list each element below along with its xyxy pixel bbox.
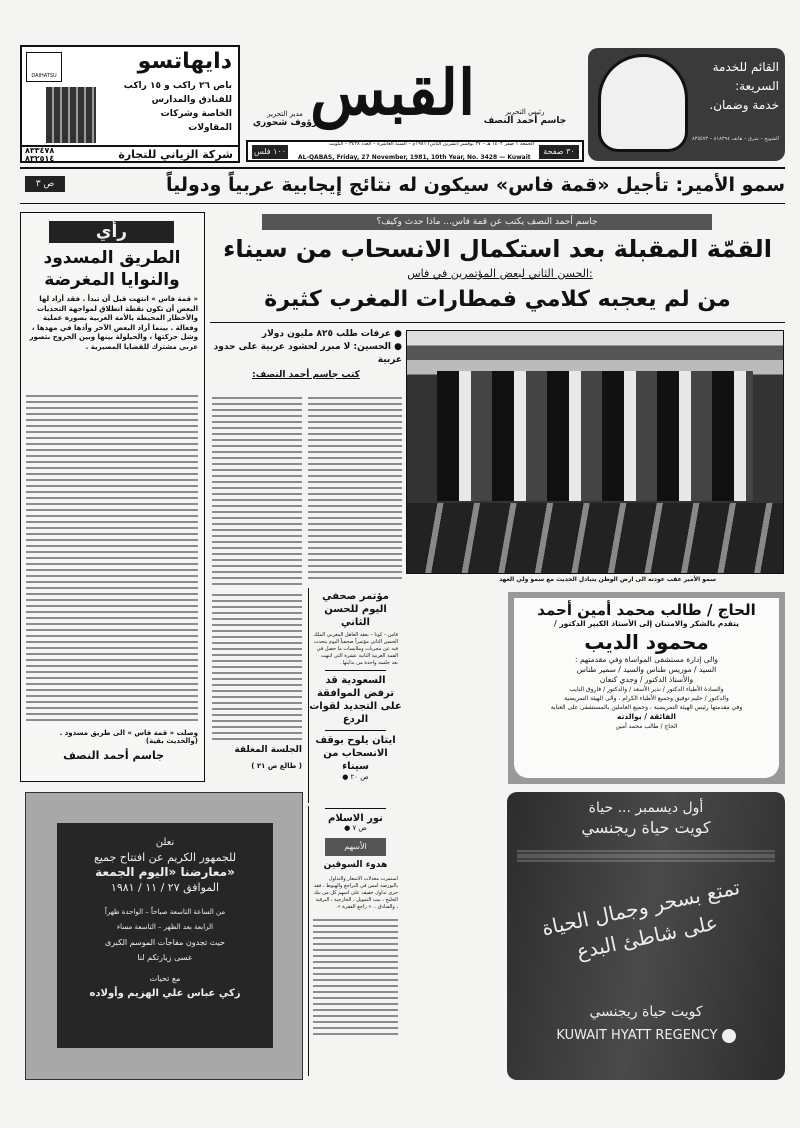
opening-date: الموافق ٢٧ / ١١ / ١٩٨١ [110, 881, 220, 894]
hyatt-ad [507, 792, 785, 1080]
hyatt-slogan: تمتع بسحر وجمال الحياة على شاطئ البدع [539, 874, 742, 964]
subsection-heading: الجلسة المغلقة [234, 745, 302, 755]
lead-text-col-3 [212, 592, 302, 742]
date-line-ar: الجمعة ١ صفر ١٤٠٢ هـ – ٢٧ نوفمبر (تشرين الثاني) ١٩٨١م – السنة العاشرة – العدد ٣٤٢٨ – الكويت [328, 141, 534, 147]
lead-bullets [210, 328, 402, 382]
service-ad [588, 48, 785, 161]
briefs-column [308, 588, 402, 803]
lead-subhead: الحسن الثاني لبعض المؤتمرين في فاس: [407, 267, 593, 280]
date-line-en: AL-QABAS, Friday, 27 November, 1981, 10th Year, No. 3428 — Kuwait [298, 154, 531, 161]
opening-line: عسى زيارتكم لنا [137, 953, 193, 962]
ad-line: خدمة وضمان. [709, 98, 779, 112]
thanks-name: الحاج / طالب محمد أمين أحمد [537, 601, 756, 619]
lead-photo [406, 330, 784, 574]
brief-page-ref: ● ص ٢٠ [342, 773, 369, 781]
editor-in-chief [480, 108, 570, 126]
continued-ref: ( طالع ص ٢١ ) [251, 762, 302, 770]
stocks-body [313, 917, 398, 1037]
bullet-text: عرفات طلب ٨٢٥ مليون دولار [261, 329, 391, 339]
managing-editor [250, 110, 320, 128]
opening-line: للجمهور الكريم عن افتتاح جميع [93, 851, 237, 864]
phones [25, 147, 54, 163]
thanks-line: السيد / موريس طناس والسيد / سمير طناس [576, 665, 717, 674]
daihatsu-lines [124, 79, 232, 135]
lead-headline: القمّة المقبلة بعد استكمال الانسحاب من سيناء [223, 235, 772, 263]
ad-line: باص ٢٦ راكب و ١٥ راكب [123, 81, 232, 91]
opinion-ending: وصلت « قمة فاس » الى طريق مسدود . (والحديث بقية) [59, 729, 198, 745]
bus-image [46, 87, 96, 143]
brief-page-ref: ● ص ٧ [344, 824, 367, 832]
ad-line: السريعة: [735, 79, 779, 93]
thanks-line: والأستاذ الدكتور / وجدي كنعان [599, 675, 694, 684]
brand-text: KUWAIT HYATT REGENCY [556, 1028, 718, 1043]
daihatsu-logo: DAIHATSU [26, 52, 62, 82]
hyatt-small-text [517, 850, 775, 862]
bullet: ● الحسين: لا مبرر لحشود عربية على حدود عربية [213, 342, 402, 365]
thanks-line: يتقدم بالشكر والامتنان إلى الأستاذ الكبير الدكتور / [554, 619, 739, 628]
bullet-text: الحسين: لا مبرر لحشود عربية على حدود عربية [213, 342, 402, 365]
lead-text-col-4 [212, 395, 302, 585]
opinion-body [26, 393, 198, 723]
briefs-column-2 [308, 806, 402, 1076]
hyatt-logo-icon [722, 1029, 736, 1043]
cartoon-icon [598, 54, 688, 152]
opinion-author: جاسم أحمد النصف [63, 749, 164, 762]
byline: كتب جاسم أحمد النصف: [252, 370, 360, 380]
banner-headline: سمو الأمير: تأجيل «قمة فاس» سيكون له نتائج إيجابية عربياً ودولياً [165, 174, 785, 196]
opening-ad [25, 792, 303, 1080]
opening-line: معارضنا «اليوم الجمعة» [95, 865, 235, 879]
phone: ٨٣٣٤٧٨ [25, 146, 55, 155]
daihatsu-ad [20, 45, 240, 163]
thanks-line: والدكتور / حليم توفيق وجميع الأطباء الكرام ، والى الهيئة التمريضية [564, 695, 729, 702]
opinion-title: الطريق المسدود والنوايا المغرضة [43, 248, 181, 290]
hyatt-top: أول ديسمبر ... حياة [588, 800, 704, 816]
pages-badge: ٣٠ صفحة [539, 145, 579, 159]
lead-headline-2: من لم يعجبه كلامي فمطارات المغرب كثيرة [264, 287, 731, 312]
brief-title: نور الاسلام [328, 813, 383, 824]
page-ref: ص ٧ [352, 824, 367, 832]
name: رؤوف شحوري [252, 118, 318, 128]
opening-hours: من الساعة التاسعة صباحاً – الواحدة ظهراً [104, 908, 226, 916]
ad-line: الخاصة وشركات [160, 109, 232, 119]
brief-title: ايتان يلوح بوقف الانسحاب من سيناء [315, 735, 396, 772]
lead-text-columns [308, 395, 402, 583]
thanks-sign: الحاج / طالب محمد أمين [615, 723, 678, 730]
ad-line: المقاولات [188, 123, 232, 133]
price-badge: ١٠٠ فلس [252, 145, 288, 159]
hyatt-name: كويت حياة ريجنسي [581, 818, 711, 837]
opening-line: حيث تجدون مفاجآت الموسم الكبرى [104, 938, 225, 947]
brief-title: السعودية قد ترفض الموافقة على التجديد لقوات الردع [309, 675, 402, 725]
brief-title: مؤتمر صحفي اليوم للحسن الثاني [322, 591, 389, 628]
thanks-ad [508, 592, 785, 784]
opening-company: زكي عباس علي الهزيم وأولاده [89, 988, 241, 999]
page-ref: ص ٢٠ [350, 773, 369, 781]
hyatt-brand-en [507, 1028, 785, 1043]
name: جاسم أحمد النصف [483, 116, 567, 126]
stocks-label: الأسهم [325, 838, 386, 856]
banner-page-ref: ص ٣ [25, 176, 65, 192]
opening-greet: مع تحيات [149, 974, 181, 983]
opinion-column [20, 212, 205, 782]
hyatt-brand-ar: كويت حياة ريجنسي [589, 1004, 703, 1020]
thanks-line: الفائقة / بوالدته [617, 712, 676, 721]
brief-text: فاس – كونا – يعقد العاهل المغربي الملك الحسن الثاني مؤتمراً صحفياً اليوم يتحدث فيه عن مجريات وملابسات ما حصل في القمة العربية الثانية عشرة التي انتهت بعد جلسة واحدة من بدايتها . [313, 632, 398, 666]
opinion-label: رأي [49, 221, 174, 243]
date-bar [246, 140, 584, 162]
thanks-line: وفي مقدمتها رئيس الهيئة التمريضية ، وجميع العاملين بالمستشفى على العناية [550, 704, 743, 711]
photo-caption: سمو الأمير عقب عودته الى ارض الوطن يتبادل الحديث مع سمو ولي العهد [499, 576, 716, 583]
service-footer: الشويخ – شرق – هاتف ٨١٨٣٩٤ – ٨٣٥٥٧٣ [691, 136, 779, 142]
thanks-line: والى إدارة مستشفى المواساة وفي مقدمتهم : [575, 655, 718, 664]
label: رئيس التحرير [505, 108, 545, 116]
thanks-line: والسادة الأطباء الدكتور / نذير الأسعد / والدكتور / فاروق النايب [569, 686, 724, 693]
bullet: ● عرفات طلب ٨٢٥ مليون دولار [261, 329, 402, 339]
opening-hours: الرابعة بعد الظهر – التاسعة مساء [116, 923, 214, 931]
ad-line: للفنادق والمدارس [151, 95, 232, 105]
label: مدير التحرير [267, 110, 303, 118]
newspaper-logo: القبس [310, 56, 476, 129]
stocks-text: استمرت معدلات الاسعار والتداول بالبورصة امس في التراجع والهبوط ، فقد جرى تداول خفيف على اسهم كل من بنك الخليج ، بيت التمويل ، الخارجية ، البرقية ، والفنادق .. « راجع الفقرة ». [313, 876, 398, 910]
opinion-intro: « قمة فاس » انتهت قبل أن تبدأ . فقد أراد لها البعض أن تكون نقطة انطلاق لمواجهة التحديات والأخطار المحيطة بالأمة العربية بصورة عملية وفعالة . بينما أراد البعض الآخر وأدها في مهدها ، وشل حركتها ، والحيلولة بينها وبين الخروج بتصور عربي مشترك للقضايا المصيرية . [29, 295, 198, 351]
lead-kicker: جاسم أحمد النصف يكتب عن قمة فاس... ماذا حدث وكيف؟ [262, 214, 712, 230]
doctor-name: محمود الديب [584, 630, 709, 654]
stocks-title: هدوء السوقين [323, 860, 388, 870]
service-lines [709, 58, 779, 115]
company-name: شركة الزياني للتجارة [118, 148, 233, 161]
opening-title: نعلن [155, 837, 175, 848]
daihatsu-brand: دايهاتسو [137, 49, 232, 74]
ad-line: القائم للخدمة [712, 60, 779, 74]
phone: ٨٣٢٥١٤ [25, 154, 55, 163]
